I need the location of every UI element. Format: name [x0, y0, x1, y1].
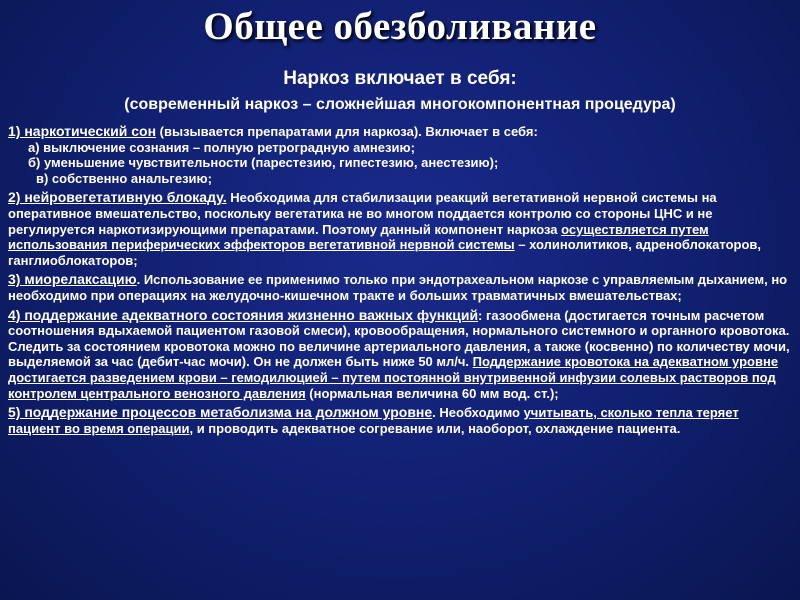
item-2-underlined: осуществляется путем использования периферических эффекторов вегетативной нервной системы — [8, 221, 709, 253]
slide-body — [8, 124, 790, 436]
item-4-heading: 4) поддержание адекватного состояния жизненно важных функций — [8, 306, 479, 323]
item-4-text-1: : газообмена (достигается точным расчетом соотношения вдыхаемой пациентом газовой смеси), кровообращения, нормального системного и органного кровотока. Следить за состоянием кровотока можно по величине артериального давления, а также (косвенно) по количеству мочи, выделяемой за час (дебит-час мочи). Он не должен быть ниже 50 мл/ч. — [8, 307, 790, 370]
item-4-underlined: Поддержание кровотока на адекватном уровне достигается разведением крови – гемодилюцией – путем постоянной внутривенной инфузии солевых растворов под контролем центрального венозного давления — [8, 354, 779, 401]
slide-title: Общее обезболивание — [203, 5, 597, 48]
item-1-text: (вызывается препаратами для наркоза). Включает в себя: — [156, 124, 538, 139]
item-5-text-2: , и проводить адекватное согревание или, наоборот, охлаждение пациента. — [189, 420, 681, 436]
item-3 — [8, 272, 790, 303]
item-5-underlined: учитывать, сколько тепла теряет пациент во время операции — [8, 405, 739, 436]
item-1-heading: 1) наркотический сон — [8, 123, 157, 139]
item-5 — [8, 405, 790, 436]
slide-subtitle-note: (современный наркоз – сложнейшая многокомпонентная процедура) — [124, 96, 676, 113]
slide-subtitle: Наркоз включает в себя: — [283, 68, 517, 89]
item-5-heading: 5) поддержание процессов метаболизма на должном уровне — [8, 404, 433, 421]
item-2-heading: 2) нейровегетативную блокаду. — [8, 189, 227, 206]
item-5-text-1: . Необходимо — [432, 405, 524, 421]
item-1 — [8, 124, 790, 140]
item-3-text: . Использование ее применимо только при эндотрахеальном наркозе с управляемым дыханием, но необходимо при операциях на желудочно-кишечном тракте и больших травматичных вмешательствах; — [8, 272, 788, 303]
item-1-sub-c: в) собственно анальгезию; — [36, 170, 212, 186]
item-2 — [8, 190, 790, 268]
item-1-sub-a: а) выключение сознания – полную ретроградную амнезию; — [28, 139, 415, 155]
item-4-text-2: (нормальная величина 60 мм вод. ст.); — [305, 385, 559, 401]
item-3-heading: 3) миорелаксацию — [8, 271, 137, 288]
item-1-sub-b: б) уменьшение чувствительности (парестезию, гипестезию, анестезию); — [28, 155, 499, 171]
item-4 — [8, 308, 790, 402]
item-2-text-2: – холинолитиков, адреноблокаторов, ганглиоблокаторов; — [8, 237, 762, 268]
item-2-text-1: Необходима для стабилизации реакций вегетативной нервной системы на оперативное вмешательство, поскольку вегетатика не во многом поддается контролю со стороны ЦНС и не регулируется наркотизирующими препаратами. Поэтому данный компонент наркоза — [8, 190, 717, 237]
